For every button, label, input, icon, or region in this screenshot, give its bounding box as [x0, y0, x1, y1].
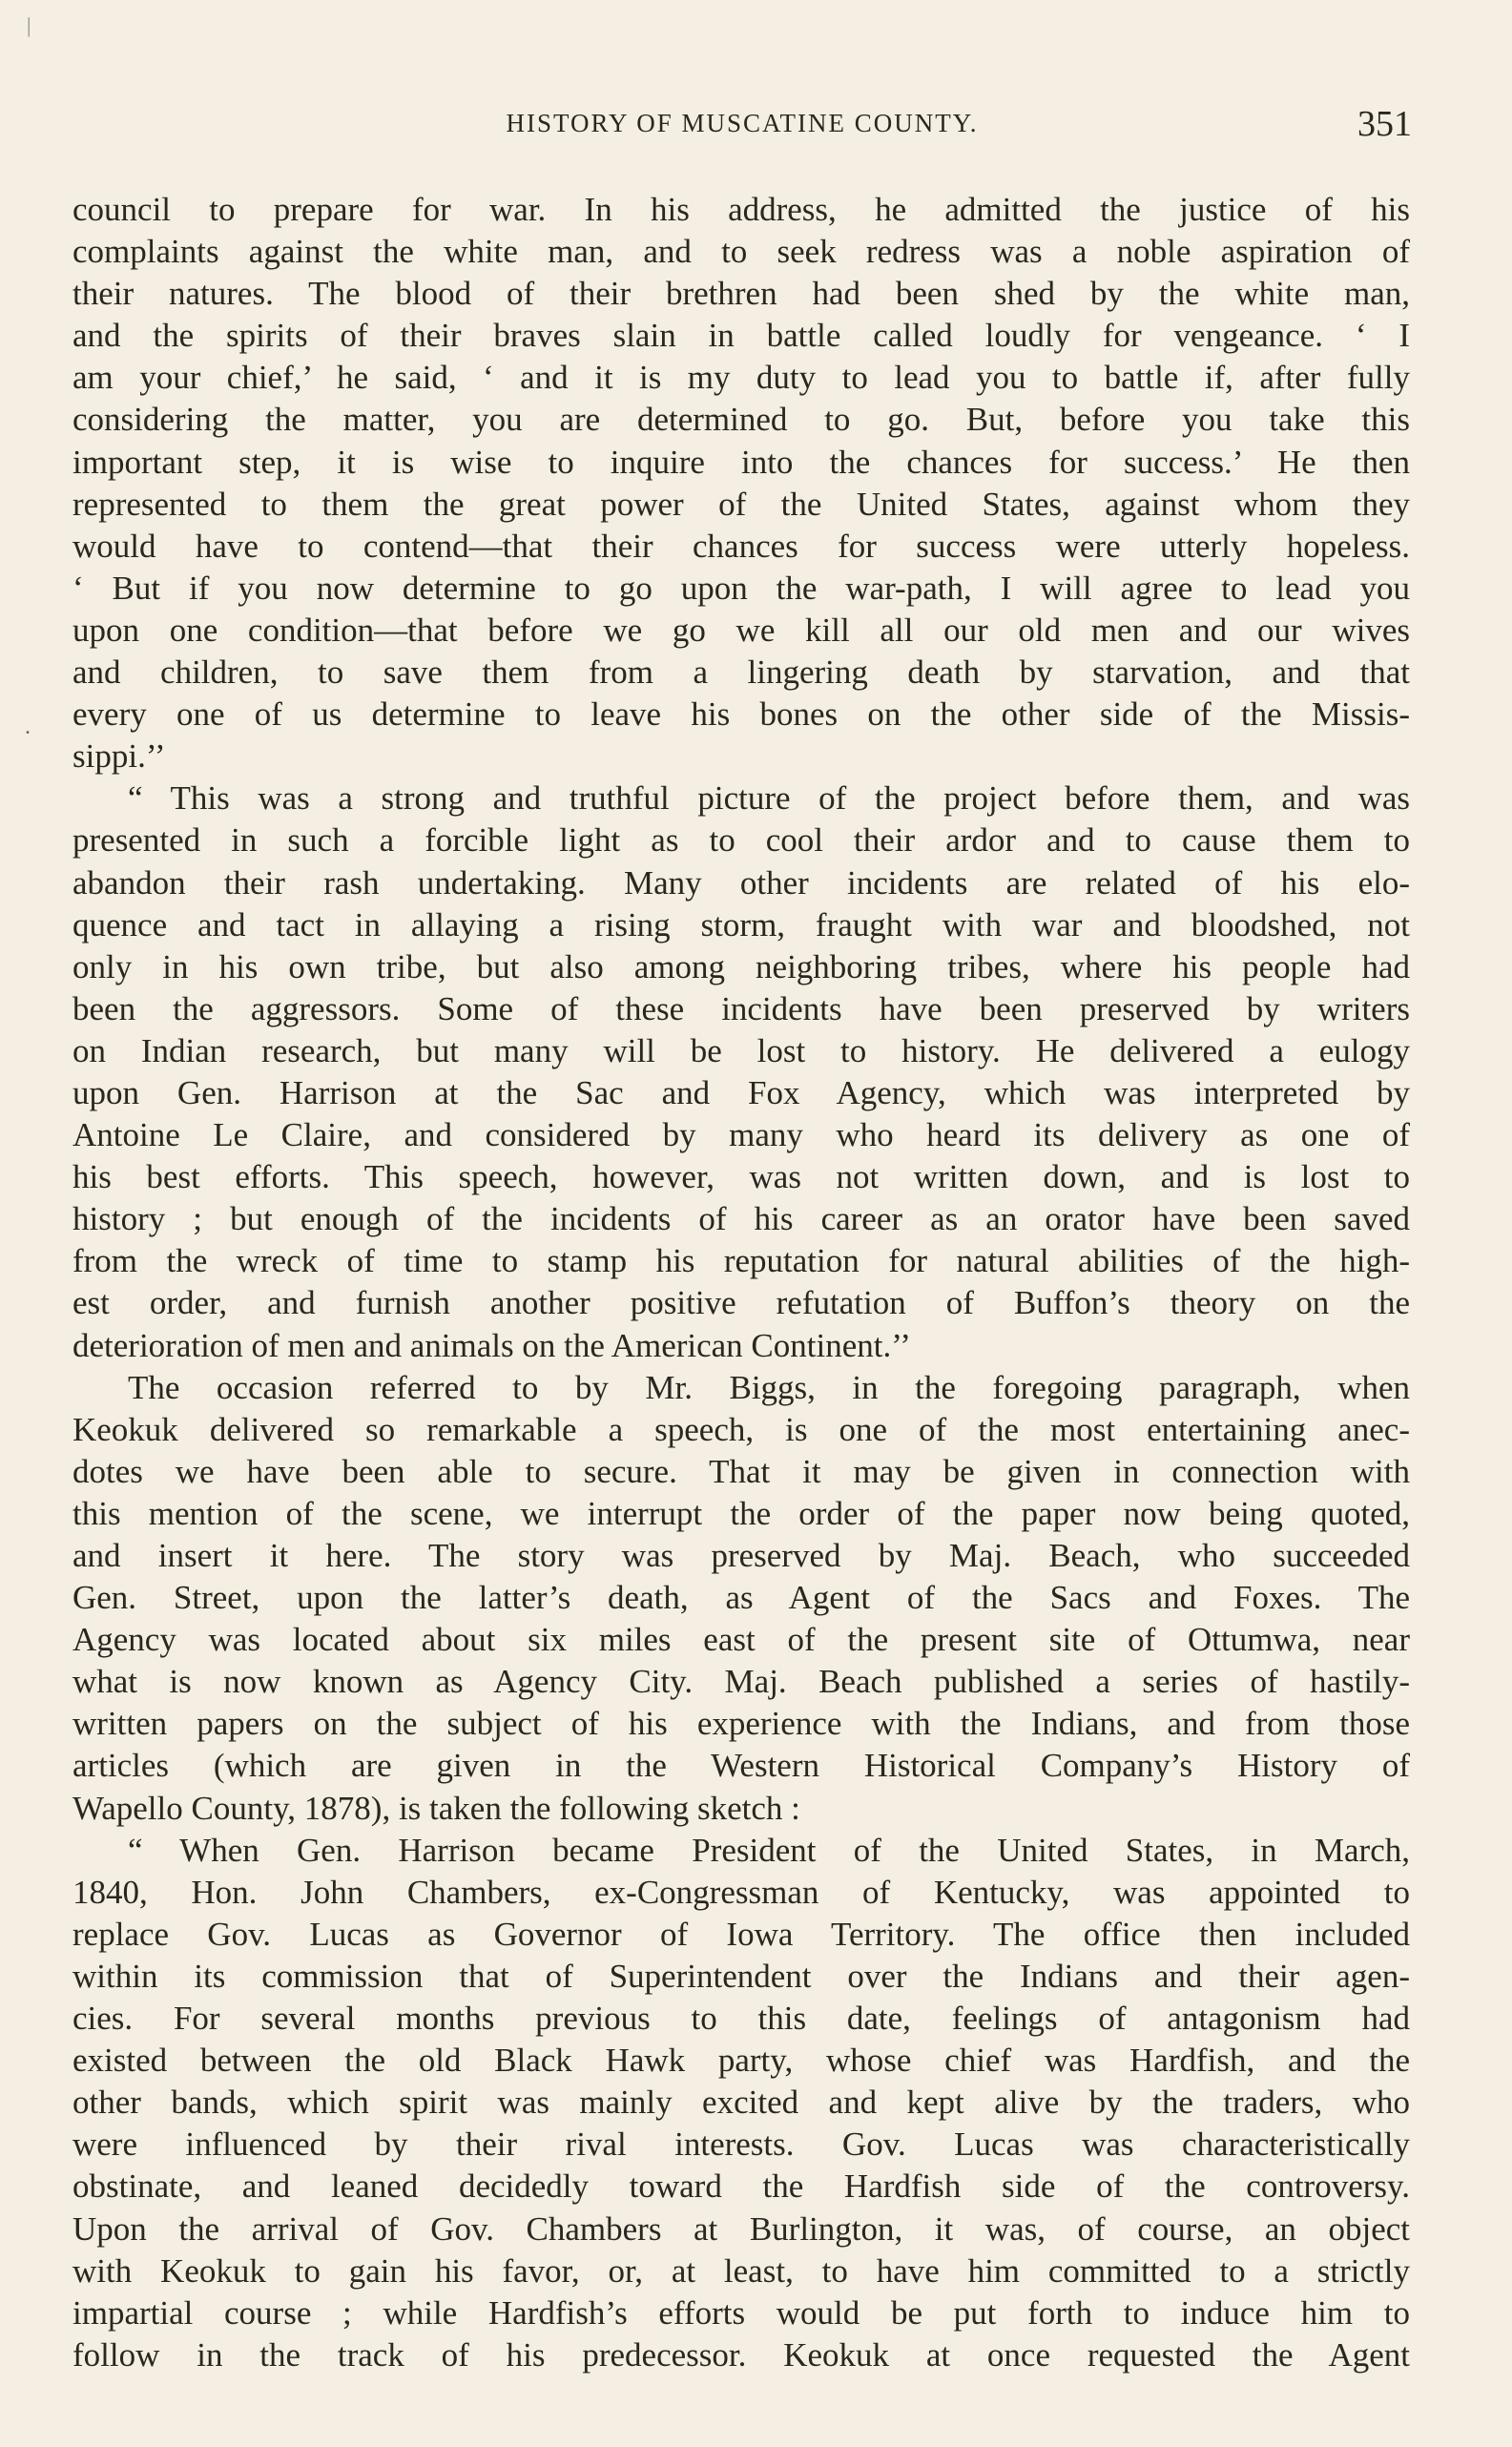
text-line: abandon their rash undertaking. Many other incidents are related of his elo-	[72, 863, 1410, 902]
paragraph-start-line: “ This was a strong and truthful picture of the project before them, and was	[128, 779, 1410, 818]
paragraph-start-line: The occasion referred to by Mr. Biggs, in the foregoing paragraph, when	[128, 1368, 1410, 1406]
running-title: HISTORY OF MUSCATINE COUNTY.	[506, 109, 979, 137]
text-line: important step, it is wise to inquire into the chances for success.’ He then	[72, 443, 1410, 481]
text-line: from the wreck of time to stamp his reputation for natural abilities of the high-	[72, 1242, 1410, 1280]
text-line: within its commission that of Superintendent over the Indians and their agen-	[72, 1957, 1410, 1995]
text-line: ‘ But if you now determine to go upon the war-path, I will agree to lead you	[72, 569, 1410, 607]
text-line: articles (which are given in the Western Historical Company’s History of	[72, 1747, 1410, 1785]
text-line: other bands, which spirit was mainly excited and kept alive by the traders, who	[72, 2084, 1410, 2122]
text-line: council to prepare for war. In his address, he admitted the justice of his	[72, 191, 1410, 228]
text-line: presented in such a forcible light as to cool their ardor and to cause them to	[72, 821, 1410, 860]
text-line: on Indian research, but many will be lost to history. He delivered a eulogy	[72, 1031, 1410, 1069]
text-line: upon one condition—that before we go we kill all our old men and our wives	[72, 611, 1410, 649]
text-line: replace Gov. Lucas as Governor of Iowa Territory. The office then included	[72, 1915, 1410, 1953]
text-line: Gen. Street, upon the latter’s death, as Agent of the Sacs and Foxes. The	[72, 1579, 1410, 1617]
text-line-last: Wapello County, 1878), is taken the following sketch :	[72, 1789, 800, 1827]
text-line: been the aggressors. Some of these incidents have been preserved by writers	[72, 989, 1410, 1027]
text-line: what is now known as Agency City. Maj. Beach published a series of hastily-	[72, 1663, 1410, 1701]
paragraph-start-line: “ When Gen. Harrison became President of the United States, in March,	[128, 1831, 1410, 1869]
text-line: and the spirits of their braves slain in battle called loudly for vengeance. ‘ I	[72, 317, 1410, 355]
text-line: existed between the old Black Hawk party, whose chief was Hardfish, and the	[72, 2042, 1410, 2080]
text-line: only in his own tribe, but also among neighboring tribes, where his people had	[72, 947, 1410, 985]
text-line-last: sippi.’’	[72, 737, 166, 776]
text-line: this mention of the scene, we interrupt the order of the paper now being quoted,	[72, 1494, 1410, 1532]
text-line: history ; but enough of the incidents of his career as an orator have been saved	[72, 1200, 1410, 1238]
text-line: Keokuk delivered so remarkable a speech, is one of the most entertaining anec-	[72, 1410, 1410, 1448]
text-line: and insert it here. The story was preserved by Maj. Beach, who succeeded	[72, 1537, 1410, 1574]
text-line: considering the matter, you are determined to go. But, before you take this	[72, 401, 1410, 439]
text-line: follow in the track of his predecessor. Keokuk at once requested the Agent	[72, 2335, 1410, 2374]
text-line: quence and tact in allaying a rising storm, fraught with war and bloodshed, not	[72, 905, 1410, 944]
text-line: his best efforts. This speech, however, was not written down, and is lost to	[72, 1158, 1410, 1196]
text-line: cies. For several months previous to this date, feelings of antagonism had	[72, 2000, 1410, 2038]
running-head	[72, 103, 1412, 149]
text-line: written papers on the subject of his experience with the Indians, and from those	[72, 1705, 1410, 1743]
text-line: every one of us determine to leave his bones on the other side of the Missis-	[72, 695, 1410, 734]
text-line: were influenced by their rival interests. Gov. Lucas was characteristically	[72, 2126, 1410, 2164]
text-line: complaints against the white man, and to seek redress was a noble aspiration of	[72, 233, 1410, 271]
text-line: would have to contend—that their chances for success were utterly hopeless.	[72, 527, 1410, 565]
text-line: their natures. The blood of their brethren had been shed by the white man,	[72, 275, 1410, 313]
text-line: 1840, Hon. John Chambers, ex-Congressman of Kentucky, was appointed to	[72, 1873, 1410, 1911]
text-line: represented to them the great power of the United States, against whom they	[72, 485, 1410, 523]
body-text	[72, 189, 1410, 2376]
text-line: upon Gen. Harrison at the Sac and Fox Agency, which was interpreted by	[72, 1073, 1410, 1111]
text-line: with Keokuk to gain his favor, or, at least, to have him committed to a strictly	[72, 2251, 1410, 2290]
text-line-last: deterioration of men and animals on the American Continent.’’	[72, 1326, 911, 1364]
text-line: Agency was located about six miles east of the present site of Ottumwa, near	[72, 1621, 1410, 1659]
text-line: obstinate, and leaned decidedly toward the Hardfish side of the controversy.	[72, 2167, 1410, 2206]
text-line: impartial course ; while Hardfish’s efforts would be put forth to induce him to	[72, 2293, 1410, 2332]
text-line: Antoine Le Claire, and considered by many who heard its delivery as one of	[72, 1116, 1410, 1154]
page-number: 351	[1357, 104, 1412, 144]
text-line: am your chief,’ he said, ‘ and it is my duty to lead you to battle if, after fully	[72, 359, 1410, 397]
text-line: and children, to save them from a lingering death by starvation, and that	[72, 653, 1410, 692]
margin-dot: .	[25, 715, 31, 739]
text-line: est order, and furnish another positive refutation of Buffon’s theory on the	[72, 1284, 1410, 1322]
edge-mark: |	[27, 13, 31, 37]
text-line: dotes we have been able to secure. That it may be given in connection with	[72, 1452, 1410, 1490]
text-line: Upon the arrival of Gov. Chambers at Burlington, it was, of course, an object	[72, 2209, 1410, 2248]
